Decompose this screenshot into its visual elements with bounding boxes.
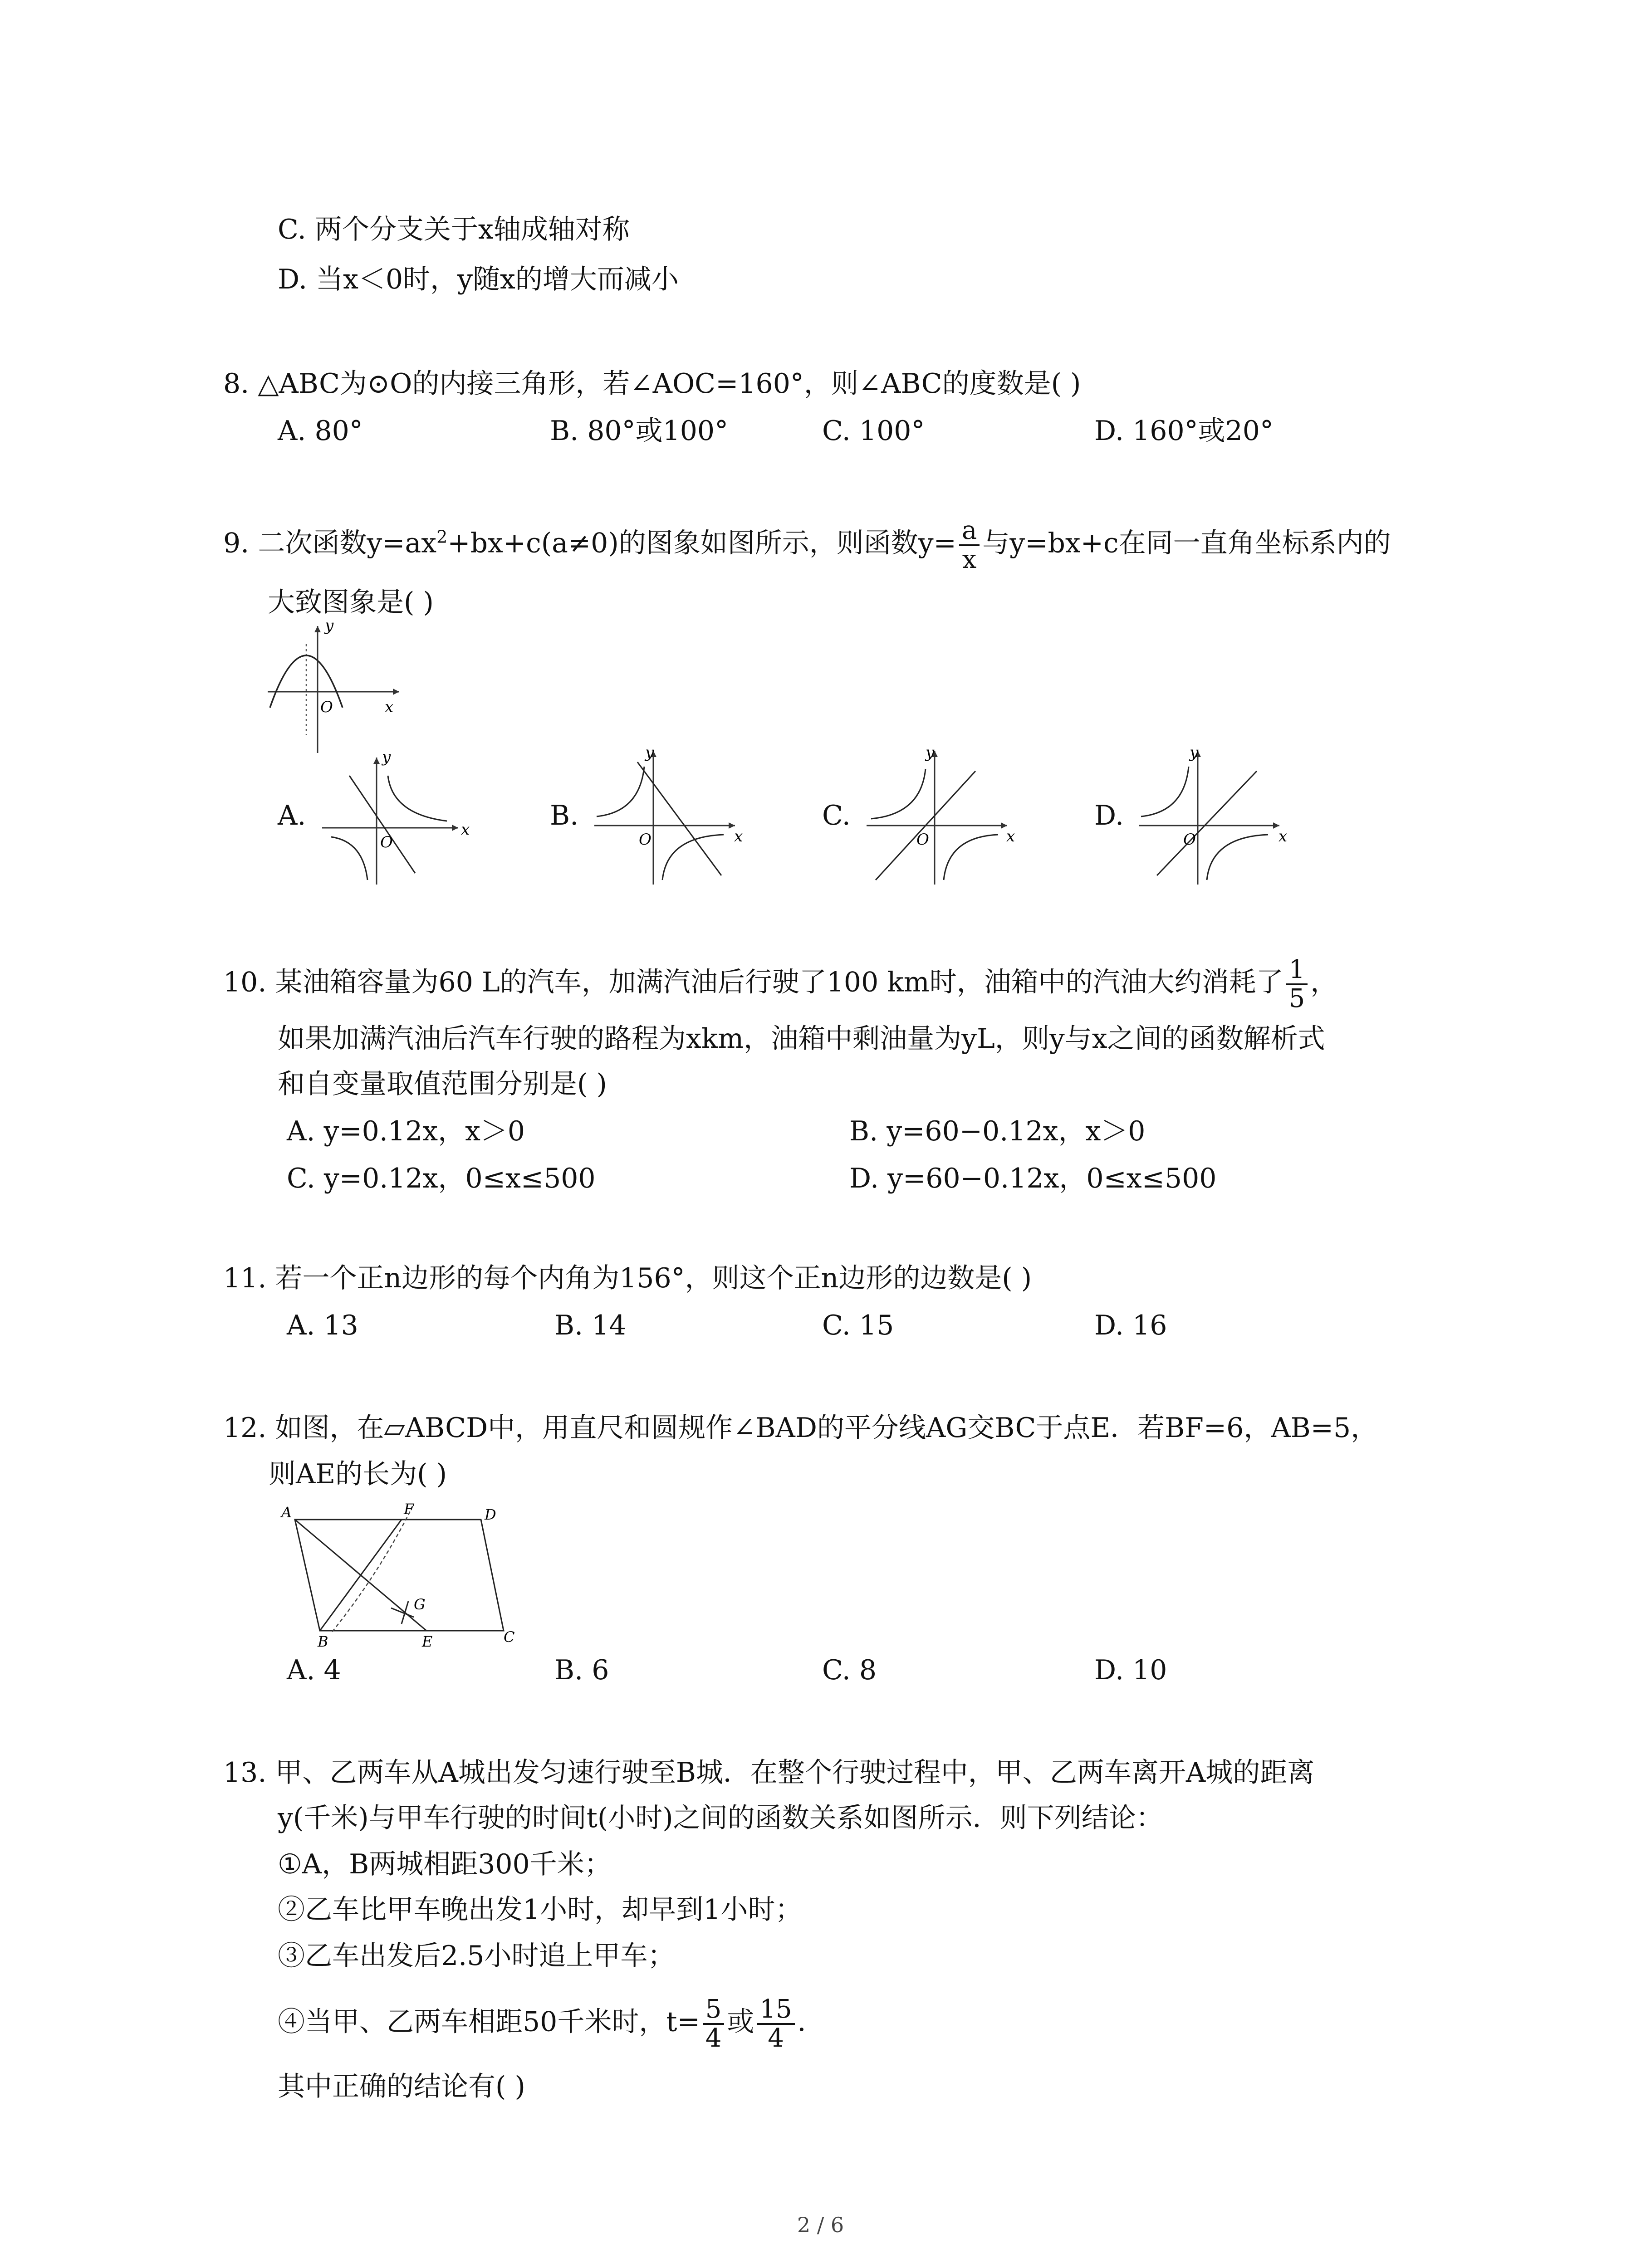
q8-option-b: B. 80°或100° bbox=[550, 415, 729, 447]
q12-stem: 12. 如图，在▱ABCD中，用直尺和圆规作∠BAD的平分线AG交BC于点E．若BF=6，AB=5， bbox=[223, 1412, 1378, 1444]
q9-graph-c bbox=[857, 744, 1021, 894]
q12-option-b: B. 6 bbox=[554, 1654, 609, 1686]
q8-option-d: D. 160°或20° bbox=[1094, 415, 1274, 447]
svg-text:O: O bbox=[1183, 831, 1196, 849]
q9-stem-line2: 大致图象是( ) bbox=[268, 587, 434, 618]
svg-text:O: O bbox=[380, 833, 393, 851]
q10-stem: 10. 某油箱容量为60 L的汽车，加满汽油后行驶了100 km时，油箱中的汽油大约消耗了 $\frac{1}{5}$ ， bbox=[223, 955, 1338, 1013]
svg-text:O: O bbox=[639, 831, 652, 849]
q13-statement-4: ④当甲、乙两车相距50千米时，t= $\frac{5}{4}$ 或 $\frac{15}{4}$ ． bbox=[278, 1994, 825, 2053]
svg-text:x: x bbox=[385, 698, 394, 716]
svg-text:A: A bbox=[281, 1504, 292, 1521]
q13-fraction-1: $\frac{5}{4}$ bbox=[703, 1996, 725, 2052]
svg-text:x: x bbox=[734, 827, 743, 846]
q12-option-d: D. 10 bbox=[1094, 1654, 1167, 1686]
q11-option-a: A. 13 bbox=[287, 1310, 358, 1341]
svg-text:x: x bbox=[1006, 827, 1015, 846]
svg-text:y: y bbox=[1190, 744, 1199, 762]
q12-stem-line2: 则AE的长为( ) bbox=[269, 1458, 447, 1490]
q9-option-d: D. bbox=[1094, 800, 1124, 831]
svg-text:O: O bbox=[320, 698, 333, 716]
q9-graph-b bbox=[585, 744, 749, 894]
q13-fraction-2: $\frac{15}{4}$ bbox=[757, 1996, 794, 2052]
q8-option-c: C. 100° bbox=[822, 415, 925, 447]
page-number: 2 / 6 bbox=[797, 2213, 844, 2237]
q10-option-a: A. y=0.12x，x＞0 bbox=[287, 1115, 525, 1147]
q10-option-d: D. y=60−0.12x，0≤x≤500 bbox=[849, 1163, 1217, 1194]
svg-text:B: B bbox=[318, 1633, 328, 1650]
svg-text:y: y bbox=[926, 744, 935, 762]
q13-stem-line2: y(千米)与甲车行驶的时间t(小时)之间的函数关系如图所示．则下列结论： bbox=[278, 1802, 1163, 1834]
q9-fraction: $\frac{a}{x}$ bbox=[959, 517, 980, 573]
q8-stem: 8. △ABC为⊙O的内接三角形，若∠AOC=160°，则∠ABC的度数是( ) bbox=[223, 368, 1081, 400]
svg-text:y: y bbox=[325, 617, 334, 635]
q10-option-b: B. y=60−0.12x，x＞0 bbox=[849, 1115, 1146, 1147]
svg-text:y: y bbox=[645, 744, 654, 762]
svg-text:C: C bbox=[504, 1628, 515, 1646]
q9-graph-d bbox=[1130, 744, 1293, 894]
q7-option-c: C. 两个分支关于x轴成轴对称 bbox=[278, 214, 630, 245]
q13-statement-3: ③乙车出发后2.5小时追上甲车； bbox=[278, 1940, 675, 1972]
svg-text:E: E bbox=[422, 1633, 433, 1650]
svg-text:y: y bbox=[382, 748, 391, 766]
q13-stem: 13. 甲、乙两车从A城出发匀速行驶至B城．在整个行驶过程中，甲、乙两车离开A城的距离 bbox=[223, 1757, 1315, 1789]
svg-text:x: x bbox=[461, 821, 470, 839]
svg-text:F: F bbox=[404, 1501, 414, 1518]
q9-option-b: B. bbox=[550, 800, 579, 831]
q13-statement-1: ①A，B两城相距300千米； bbox=[278, 1848, 612, 1880]
q10-option-c: C. y=0.12x，0≤x≤500 bbox=[287, 1163, 596, 1194]
q10-stem-line3: 和自变量取值范围分别是( ) bbox=[278, 1068, 607, 1100]
q9-graph-a bbox=[313, 748, 476, 894]
q11-option-b: B. 14 bbox=[554, 1310, 627, 1341]
q12-option-a: A. 4 bbox=[287, 1654, 341, 1686]
q8-option-a: A. 80° bbox=[278, 415, 363, 447]
svg-text:O: O bbox=[916, 831, 929, 849]
q13-statement-2: ②乙车比甲车晚出发1小时，却早到1小时； bbox=[278, 1894, 803, 1926]
q11-option-d: D. 16 bbox=[1094, 1310, 1167, 1341]
q9-option-a: A. bbox=[278, 800, 306, 831]
q12-parallelogram-figure bbox=[272, 1497, 526, 1665]
svg-text:D: D bbox=[485, 1506, 496, 1523]
svg-text:G: G bbox=[414, 1596, 426, 1613]
svg-text:x: x bbox=[1279, 827, 1288, 846]
q9-option-c: C. bbox=[822, 800, 851, 831]
q12-option-c: C. 8 bbox=[822, 1654, 877, 1686]
q11-stem: 11. 若一个正n边形的每个内角为156°，则这个正n边形的边数是( ) bbox=[223, 1262, 1032, 1294]
q10-fraction: $\frac{1}{5}$ bbox=[1286, 956, 1308, 1012]
q10-stem-line2: 如果加满汽油后汽车行驶的路程为xkm，油箱中剩油量为yL，则y与x之间的函数解析式 bbox=[278, 1023, 1325, 1055]
q7-option-d: D. 当x＜0时，y随x的增大而减小 bbox=[278, 264, 679, 295]
q9-stem: 9. 二次函数$y=ax^2+bx+c(a\ne 0)$的图象如图所示，则函数y= $\frac{a}{x}$ 与y=bx+c在同一直角坐标系内的 bbox=[223, 516, 1391, 574]
q11-option-c: C. 15 bbox=[822, 1310, 894, 1341]
q13-closing: 其中正确的结论有( ) bbox=[278, 2071, 525, 2102]
q9-parabola-figure bbox=[263, 617, 408, 758]
